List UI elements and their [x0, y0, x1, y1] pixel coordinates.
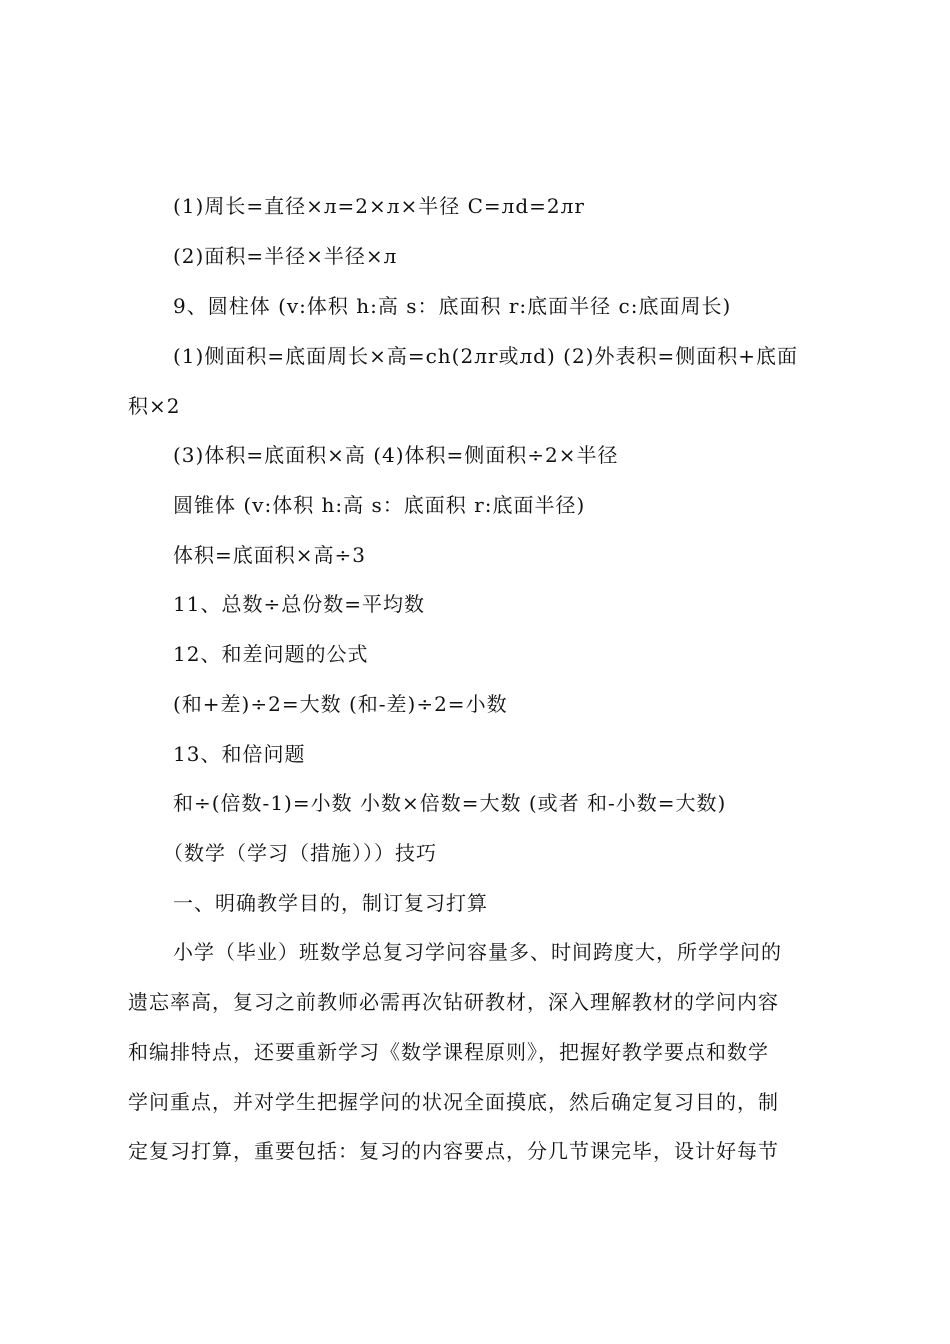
text-line: 积×2	[128, 394, 181, 418]
text-line: (和+差)÷2=大数 (和-差)÷2=小数	[173, 692, 508, 716]
text-line: 13、和倍问题	[173, 742, 306, 766]
text-line: (3)体积=底面积×高 (4)体积=侧面积÷2×半径	[173, 443, 619, 467]
section-heading: （数学（学习（措施）））技巧	[163, 841, 437, 865]
text-line: (2)面积=半径×半径×л	[173, 244, 398, 268]
text-line: 和÷(倍数-1)=小数 小数×倍数=大数 (或者 和-小数=大数)	[173, 791, 727, 815]
text-line: 体积=底面积×高÷3	[173, 543, 366, 567]
text-line: 11、总数÷总份数=平均数	[173, 592, 425, 616]
text-line: 12、和差问题的公式	[173, 642, 369, 666]
text-line: 圆锥体 (v:体积 h:高 s：底面积 r:底面半径)	[173, 493, 586, 517]
text-line: 遗忘率高，复习之前教师必需再次钻研教材，深入理解教材的学问内容	[128, 990, 779, 1014]
text-line: (1)周长=直径×л=2×л×半径 C=лd=2лr	[173, 194, 585, 218]
text-line: 定复习打算，重要包括：复习的内容要点，分几节课完毕，设计好每节	[128, 1139, 779, 1163]
text-line: 和编排特点，还要重新学习《数学课程原则》，把握好教学要点和数学	[128, 1040, 769, 1064]
text-line: 学问重点，并对学生把握学问的状况全面摸底，然后确定复习目的，制	[128, 1090, 779, 1114]
text-line: 小学（毕业）班数学总复习学问容量多、时间跨度大，所学学问的	[173, 940, 782, 964]
section-heading: 一、明确教学目的，制订复习打算	[173, 891, 488, 915]
text-line: 9、圆柱体 (v:体积 h:高 s：底面积 r:底面半径 c:底面周长)	[173, 294, 732, 318]
text-line: (1)侧面积=底面周长×高=ch(2лr或лd) (2)外表积=侧面积+底面	[173, 344, 798, 368]
